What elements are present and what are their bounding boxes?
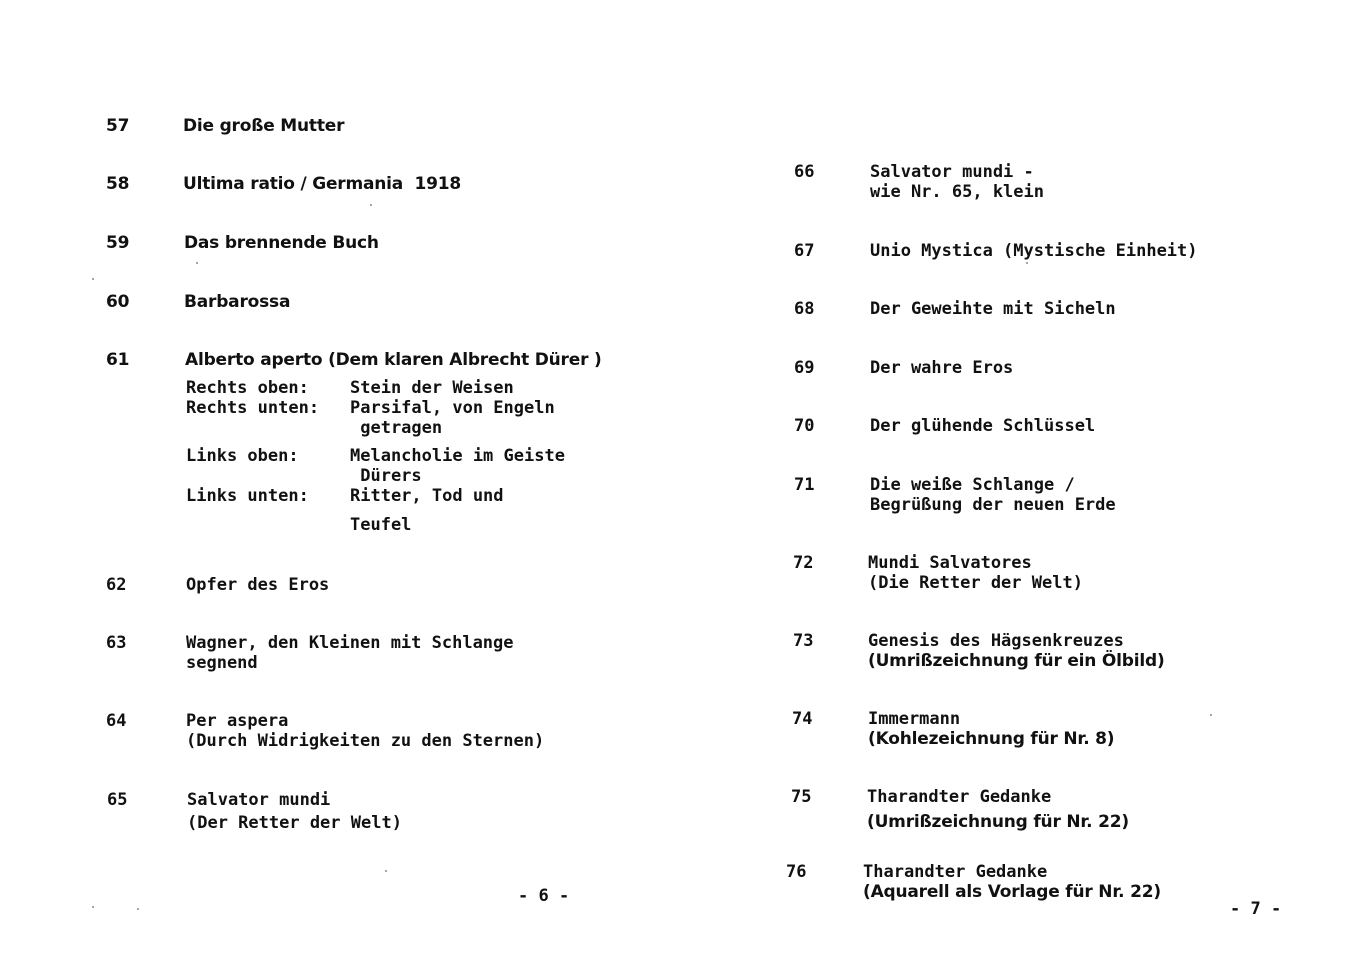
entry-title: Opfer des Eros <box>186 575 330 595</box>
detail-value: Stein der Weisen <box>350 378 514 398</box>
entry-title: Unio Mystica (Mystische Einheit) <box>870 241 1198 261</box>
detail-value: Melancholie im Geiste Dürers <box>350 446 565 486</box>
entry-number: 71 <box>794 475 815 495</box>
entry-number: 74 <box>792 709 813 729</box>
entry-number: 76 <box>786 862 807 882</box>
entry-number: 61 <box>106 350 130 370</box>
entry-title: Wagner, den Kleinen mit Schlange <box>186 633 514 653</box>
entry-title: Tharandter Gedanke <box>867 787 1052 807</box>
scan-speck <box>92 906 94 908</box>
entry-subtitle: wie Nr. 65, klein <box>870 182 1044 202</box>
entry-title: Salvator mundi <box>187 790 331 810</box>
scan-speck <box>196 262 198 264</box>
entry-subtitle: (Aquarell als Vorlage für Nr. 22) <box>863 882 1161 902</box>
page-number: - 7 - <box>1230 899 1282 919</box>
entry-title: Genesis des Hägsenkreuzes <box>868 631 1124 651</box>
detail-label: Rechts oben: <box>186 378 309 398</box>
entry-title: Die große Mutter <box>183 116 345 136</box>
entry-number: 72 <box>793 553 814 573</box>
entry-number: 57 <box>106 116 130 136</box>
entry-number: 62 <box>106 575 127 595</box>
entry-number: 66 <box>794 162 815 182</box>
scan-speck <box>385 870 387 872</box>
entry-number: 73 <box>793 631 814 651</box>
entry-title: Der wahre Eros <box>870 358 1014 378</box>
detail-value: Teufel <box>350 515 412 535</box>
entry-title: Ultima ratio / Germania 1918 <box>183 174 462 194</box>
detail-label: Links oben: <box>186 446 299 466</box>
detail-label: Rechts unten: <box>186 398 320 418</box>
entry-number: 69 <box>794 358 815 378</box>
entry-title: Salvator mundi - <box>870 162 1034 182</box>
entry-title: Der Geweihte mit Sicheln <box>870 299 1116 319</box>
entry-title: Tharandter Gedanke <box>863 862 1048 882</box>
entry-number: 75 <box>791 787 812 807</box>
entry-title: Per aspera <box>186 711 289 731</box>
entry-title: Immermann <box>868 709 961 729</box>
detail-value: Parsifal, von Engeln getragen <box>350 398 555 438</box>
detail-value: Ritter, Tod und <box>350 486 504 506</box>
entry-title: Das brennende Buch <box>184 233 379 253</box>
scan-speck <box>1026 262 1028 264</box>
scan-speck <box>92 278 94 280</box>
entry-number: 58 <box>106 174 130 194</box>
entry-title: Der glühende Schlüssel <box>870 416 1096 436</box>
entry-title: Alberto aperto (Dem klaren Albrecht Dürer ) <box>185 350 602 370</box>
entry-number: 68 <box>794 299 815 319</box>
entry-title: Mundi Salvatores <box>868 553 1032 573</box>
detail-label: Links unten: <box>186 486 309 506</box>
entry-subtitle: (Umrißzeichnung für Nr. 22) <box>867 812 1129 832</box>
entry-subtitle: Begrüßung der neuen Erde <box>870 495 1116 515</box>
entry-number: 59 <box>106 233 130 253</box>
scan-speck <box>370 204 372 206</box>
entry-number: 60 <box>106 292 130 312</box>
entry-subtitle: (Durch Widrigkeiten zu den Sternen) <box>186 731 545 751</box>
scan-speck <box>137 908 139 910</box>
entry-subtitle: segnend <box>186 653 258 673</box>
entry-subtitle: (Kohlezeichnung für Nr. 8) <box>868 729 1115 749</box>
entry-number: 64 <box>106 711 127 731</box>
entry-number: 65 <box>107 790 128 810</box>
entry-subtitle: (Die Retter der Welt) <box>868 573 1083 593</box>
entry-title: Barbarossa <box>184 292 291 312</box>
entry-number: 70 <box>794 416 815 436</box>
entry-number: 67 <box>794 241 815 261</box>
entry-subtitle: (Der Retter der Welt) <box>187 813 402 833</box>
entry-title: Die weiße Schlange / <box>870 475 1075 495</box>
entry-details <box>186 378 646 548</box>
page-number: - 6 - <box>518 886 570 906</box>
scan-speck <box>1210 714 1212 716</box>
right-page <box>683 0 1366 966</box>
entry-number: 63 <box>106 633 127 653</box>
entry-subtitle: (Umrißzeichnung für ein Ölbild) <box>868 651 1165 671</box>
